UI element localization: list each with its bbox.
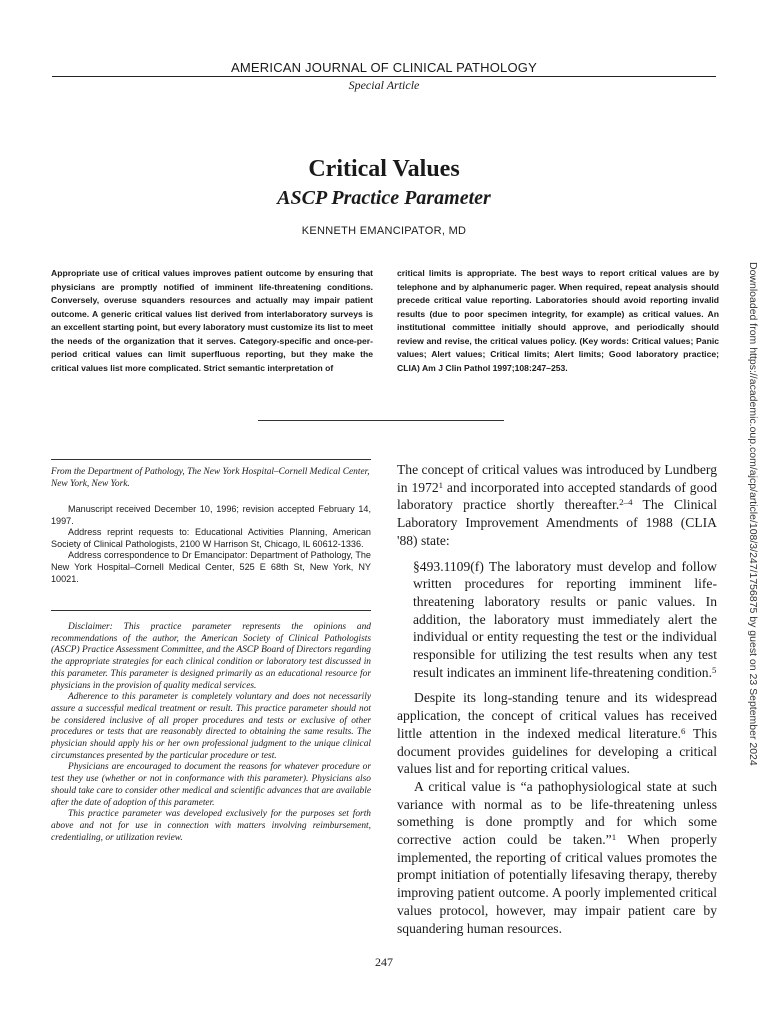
disclaimer-para: Adherence to this parameter is completely voluntary and does not necessarily assure a successful medical treatment or result. This practice parameter should not be considered inclusive of all proper procedures and tests or exclusive of other procedures or tests that are reasonably directed to obtaining the same results. The physician should apply his or her own professional judgment to the unique clinical circumstances presented by the particular procedure or test. <box>51 692 371 761</box>
disclaimer-para: Disclaimer: This practice parameter represents the opinions and recommendations of the author, the American Society of Clinical Pathologists (ASCP) Practice Assessment Committee, and the ASCP Board of Directors regarding the appropriate strategies for each clinical condition or laboratory test discussed in this parameter. This parameter is designed primarily as an educational resource for physicians in the provision of quality medical services. <box>51 622 371 691</box>
section-label: Special Article <box>348 78 420 92</box>
affiliation-note: From the Department of Pathology, The New York Hospital–Cornell Medical Center, New York, New York. <box>51 467 370 489</box>
citation-ref: 5 <box>711 664 717 675</box>
text-run: A critical value is “a pathophysiological state at such variance with normal as to be life-threatening unless something is done promptly and for which some corrective action could be taken.” <box>397 778 717 848</box>
body-paragraph-1 <box>397 461 717 550</box>
text-run: This document provides guidelines for developing a critical values list and for reporting critical values. <box>397 725 717 777</box>
disclaimer-para: This practice parameter was developed exclusively for the purposes set forth above and not for use in connection with matters involving reimbursement, credentialing, or utilization review. <box>51 809 371 843</box>
citation-ref: 2–4 <box>619 497 633 508</box>
text-run: The concept of critical values was introduced by Lundberg in 1972 <box>397 462 717 495</box>
body-text <box>397 461 717 937</box>
manuscript-received: Manuscript received December 10, 1996; revision accepted February 14, 1997. <box>51 504 371 526</box>
abstract-divider <box>258 420 504 421</box>
abstract-right: critical limits is appropriate. The best ways to report critical values are by telephone and by alphanumeric pager. When required, repeat analysis should precede critical value reporting. Laboratories should avoid reporting invalid results (due to poor specimen integrity, for example) as critical values. An institutional committee initially should approve, and periodically should review and revise, the critical values policy. (Key words: Critical values; Panic values; Alert values; Critical limits; Alert limits; Good laboratory practice; CLIA) Am J Clin Pathol 1997;108:247–253. <box>397 268 719 373</box>
citation-ref: 6 <box>681 725 686 736</box>
page-number: 247 <box>375 955 393 969</box>
footnote-rule-top <box>51 459 371 460</box>
body-paragraph-3 <box>397 778 717 937</box>
block-quote <box>413 558 717 682</box>
text-run: §493.1109(f) The laboratory must develop and follow written procedures for reporting imminent life-threatening laboratory results or panic values. In addition, the laboratory must immediately alert the individual or entity requesting the test or the individual responsible for utilizing the test results when any test result indicates an imminent life-threatening condition. <box>413 558 717 680</box>
disclaimer-block <box>51 622 371 844</box>
disclaimer-para: Physicians are encouraged to document the reasons for whatever procedure or test they use (whether or not in conformance with this parameter). Physicians also should take care to consider other medical and scientific advances that are available after the date of adoption of this parameter. <box>51 762 371 808</box>
text-run: When properly implemented, the reporting of critical values promotes the prompt initiation of potentially lifesaving therapy, thereby improving patient outcome. A poorly implemented critical values protocol, however, may impair patient care by squandering human resources. <box>397 832 718 936</box>
header-rule <box>52 76 716 77</box>
reprint-address: Address reprint requests to: Educational Activities Planning, American Society of Clinical Pathologists, 2100 W Harrison St, Chicago, IL 60612-1336. <box>51 527 371 549</box>
correspondence-address: Address correspondence to Dr Emancipator: Department of Pathology, The New York Hospital–Cornell Medical Center, 525 E 68th St, New York, NY 10021. <box>51 550 371 584</box>
text-run: and incorporated into accepted standards of good laboratory practice shortly thereafter. <box>397 479 717 513</box>
body-paragraph-2 <box>397 689 717 778</box>
journal-name: AMERICAN JOURNAL OF CLINICAL PATHOLOGY <box>231 60 537 75</box>
download-watermark: Downloaded from https://academic.oup.com/ajcp/article/108/3/247/1756875 by guest on 23 September 2024 <box>747 262 759 766</box>
text-run: The Clinical Laboratory Improvement Amendments of 1988 (CLIA '88) state: <box>397 497 717 548</box>
text-run: Despite its long-standing tenure and its widespread application, the concept of critical values has received little attention in the indexed medical literature. <box>397 690 717 741</box>
article-title: Critical Values <box>308 156 460 182</box>
citation-ref: 1 <box>438 479 444 490</box>
manuscript-notes <box>51 504 371 585</box>
citation-ref: 1 <box>611 832 617 843</box>
article-subtitle: ASCP Practice Parameter <box>277 187 491 209</box>
author-name: KENNETH EMANCIPATOR, MD <box>301 225 467 237</box>
abstract-left: Appropriate use of critical values improves patient outcome by ensuring that physicians are promptly notified of imminent life-threatening conditions. Conversely, overuse squanders resources and actually may impair patient outcome. A generic critical values list derived from interlaboratory surveys is an excellent starting point, but every laboratory must customize its list to meet the needs of the organization that it serves. Category-specific and once-per-period critical values can limit superfluous reporting, but they make the critical values list more complicated. Strict semantic interpretation of <box>51 268 373 373</box>
footnote-rule-mid <box>51 610 371 611</box>
